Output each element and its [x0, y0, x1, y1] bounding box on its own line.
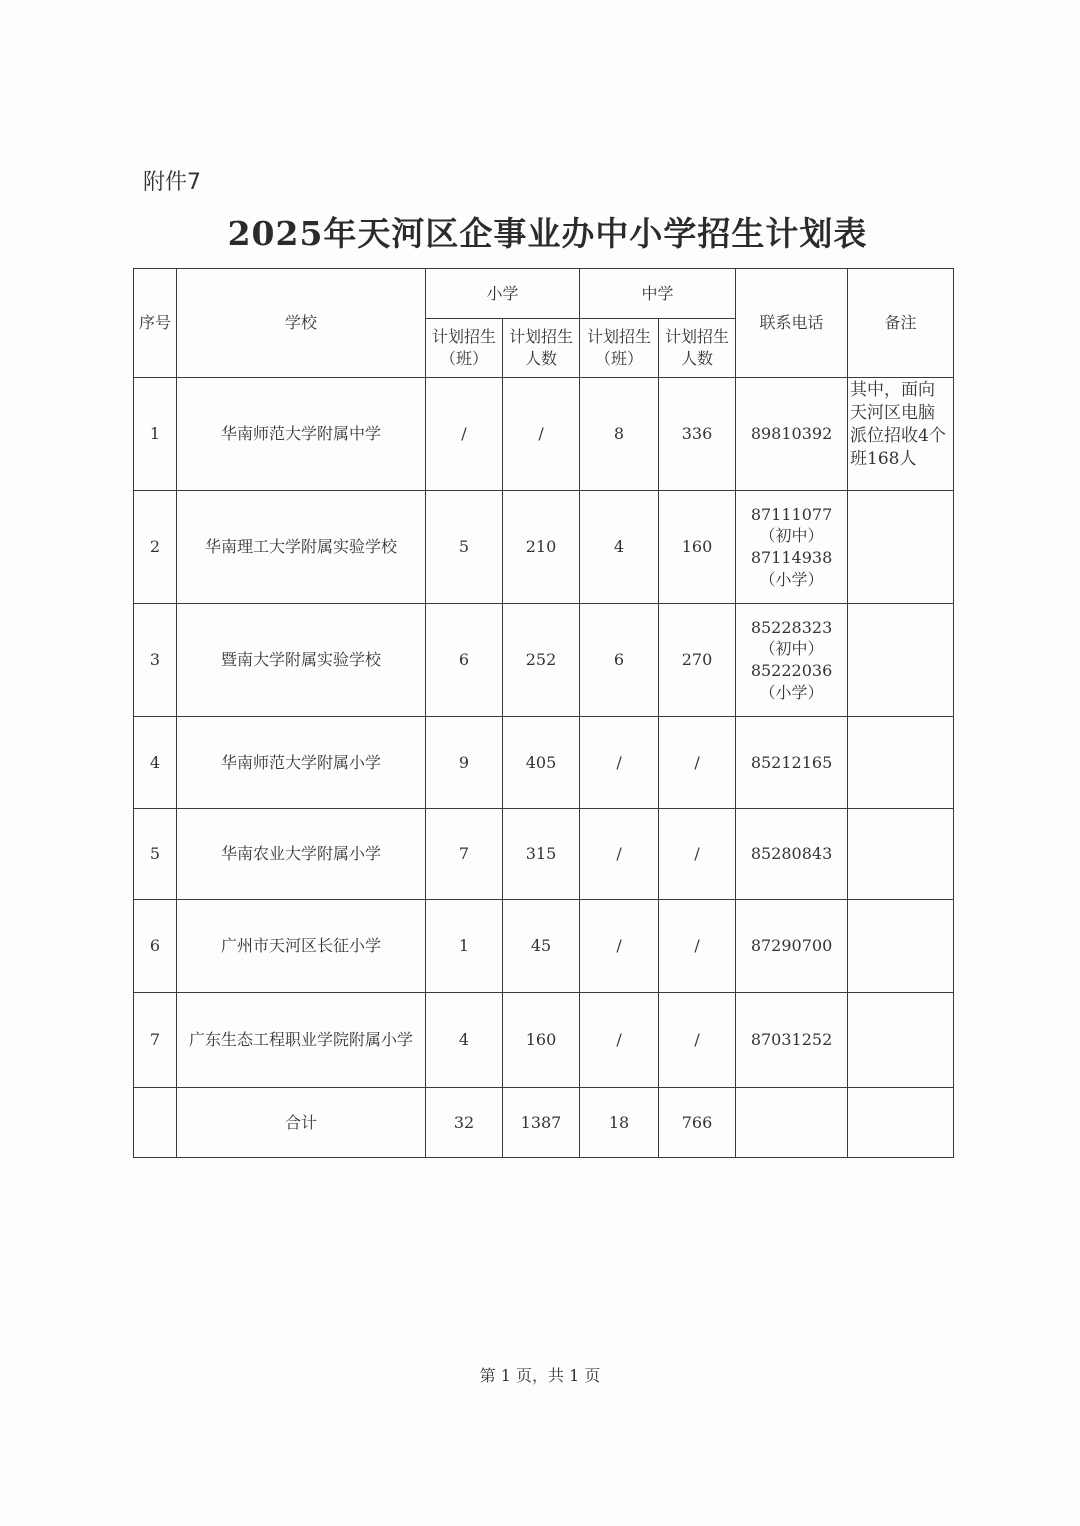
row-seq: 4 — [134, 717, 177, 809]
row-middle-classes: 4 — [580, 491, 659, 604]
total-phone — [736, 1088, 848, 1158]
row-school: 华南师范大学附属小学 — [177, 717, 426, 809]
table-row — [134, 900, 954, 993]
row-primary-classes: / — [426, 378, 503, 491]
page-title: 2025年天河区企事业办中小学招生计划表 — [227, 214, 868, 253]
row-school: 华南农业大学附属小学 — [177, 809, 426, 900]
row-remark — [848, 604, 954, 717]
row-primary-classes: 9 — [426, 717, 503, 809]
row-primary-classes: 5 — [426, 491, 503, 604]
row-primary-students: 315 — [503, 809, 580, 900]
row-middle-classes: / — [580, 809, 659, 900]
table-row — [134, 604, 954, 717]
table-row — [134, 809, 954, 900]
row-school: 广东生态工程职业学院附属小学 — [177, 993, 426, 1088]
row-phone: 87031252 — [736, 993, 848, 1088]
row-phone: 85212165 — [736, 717, 848, 809]
total-remark — [848, 1088, 954, 1158]
row-middle-students: / — [659, 809, 736, 900]
row-school: 华南理工大学附属实验学校 — [177, 491, 426, 604]
row-middle-classes: / — [580, 993, 659, 1088]
row-primary-students: 160 — [503, 993, 580, 1088]
header-school: 学校 — [177, 269, 426, 378]
row-primary-students: 210 — [503, 491, 580, 604]
row-middle-students: 336 — [659, 378, 736, 491]
header-seq: 序号 — [134, 269, 177, 378]
header-middle-plan-classes: 计划招生（班） — [580, 319, 659, 378]
total-row — [134, 1088, 954, 1158]
row-seq: 1 — [134, 378, 177, 491]
row-primary-classes: 6 — [426, 604, 503, 717]
row-school: 广州市天河区长征小学 — [177, 900, 426, 993]
row-seq: 6 — [134, 900, 177, 993]
row-phone: 87290700 — [736, 900, 848, 993]
total-label: 合计 — [177, 1088, 426, 1158]
row-primary-classes: 4 — [426, 993, 503, 1088]
total-seq — [134, 1088, 177, 1158]
row-middle-students: / — [659, 993, 736, 1088]
header-middle: 中学 — [580, 269, 736, 319]
row-phone: 87111077（初中）87114938（小学） — [736, 491, 848, 604]
header-primary: 小学 — [426, 269, 580, 319]
row-middle-classes: 8 — [580, 378, 659, 491]
row-school: 暨南大学附属实验学校 — [177, 604, 426, 717]
enrollment-plan-table — [133, 268, 954, 1158]
row-remark: 其中，面向天河区电脑派位招收4个班168人 — [848, 378, 954, 491]
total-primary-classes: 32 — [426, 1088, 503, 1158]
header-phone: 联系电话 — [736, 269, 848, 378]
header-primary-plan-students: 计划招生人数 — [503, 319, 580, 378]
page-footer: 第 1 页，共 1 页 — [479, 1366, 601, 1385]
row-remark — [848, 993, 954, 1088]
row-seq: 5 — [134, 809, 177, 900]
header-remark: 备注 — [848, 269, 954, 378]
row-phone: 85228323（初中）85222036（小学） — [736, 604, 848, 717]
row-remark — [848, 809, 954, 900]
row-middle-classes: / — [580, 900, 659, 993]
header-primary-plan-classes: 计划招生（班） — [426, 319, 503, 378]
row-middle-students: 160 — [659, 491, 736, 604]
row-primary-students: / — [503, 378, 580, 491]
row-remark — [848, 900, 954, 993]
row-primary-classes: 7 — [426, 809, 503, 900]
row-primary-students: 405 — [503, 717, 580, 809]
header-middle-plan-students: 计划招生人数 — [659, 319, 736, 378]
attachment-label: 附件7 — [143, 170, 201, 195]
row-middle-students: / — [659, 717, 736, 809]
row-school: 华南师范大学附属中学 — [177, 378, 426, 491]
row-primary-classes: 1 — [426, 900, 503, 993]
row-remark — [848, 491, 954, 604]
table-row — [134, 378, 954, 491]
total-middle-students: 766 — [659, 1088, 736, 1158]
row-primary-students: 252 — [503, 604, 580, 717]
row-seq: 2 — [134, 491, 177, 604]
row-middle-students: 270 — [659, 604, 736, 717]
row-middle-students: / — [659, 900, 736, 993]
row-seq: 7 — [134, 993, 177, 1088]
row-remark — [848, 717, 954, 809]
table-row — [134, 993, 954, 1088]
row-phone: 85280843 — [736, 809, 848, 900]
table-row — [134, 717, 954, 809]
row-seq: 3 — [134, 604, 177, 717]
total-middle-classes: 18 — [580, 1088, 659, 1158]
row-primary-students: 45 — [503, 900, 580, 993]
row-middle-classes: / — [580, 717, 659, 809]
row-phone: 89810392 — [736, 378, 848, 491]
total-primary-students: 1387 — [503, 1088, 580, 1158]
table-row — [134, 491, 954, 604]
row-middle-classes: 6 — [580, 604, 659, 717]
